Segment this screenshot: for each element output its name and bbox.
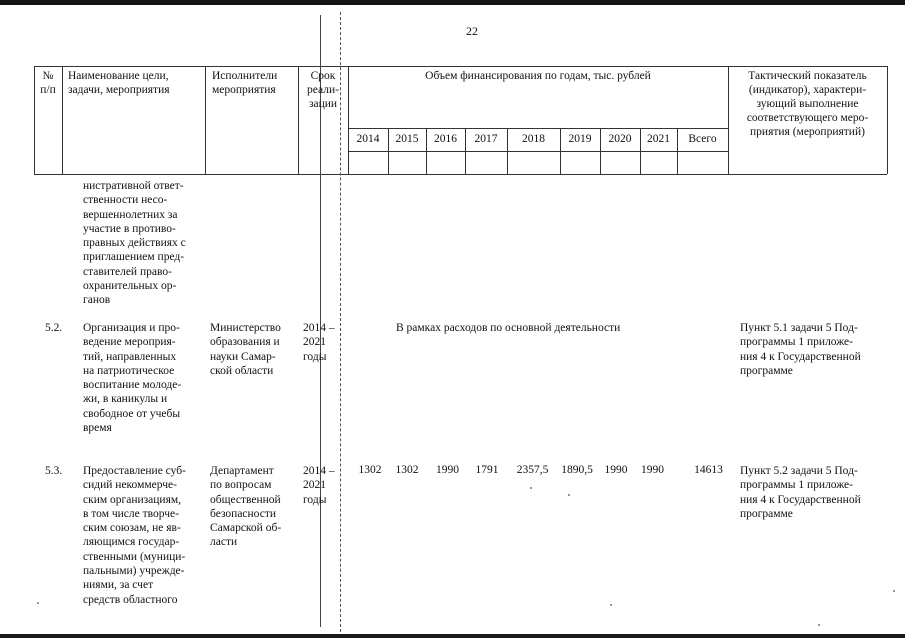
year-total: Всего [688, 133, 717, 145]
row-5-2-executor: Министерство образования и науки Самар- ской области [210, 322, 281, 377]
scan-speck [530, 487, 532, 489]
year-2021: 2021 [647, 133, 670, 145]
row-5-2-number: 5.2. [45, 322, 63, 334]
row-5-3-value-2016: 1990 [436, 464, 459, 476]
scan-speck [610, 604, 612, 606]
row-5-3-term: 2014 – 2021 годы [303, 465, 335, 506]
year-2020: 2020 [608, 133, 632, 145]
scan-speck [893, 590, 895, 592]
scan-speck [818, 624, 820, 626]
row-5-2-funding-note: В рамках расходов по основной деятельности [396, 322, 621, 334]
row-5-3-value-total: 14613 [694, 464, 723, 476]
years-mid-line [348, 151, 728, 152]
row-5-3-number: 5.3. [45, 465, 63, 477]
header-funding: Объем финансирования по годам, тыс. рублей [425, 70, 651, 82]
bottom-border [0, 634, 905, 638]
row-5-3-value-2015: 1302 [395, 464, 419, 476]
row-5-2-term: 2014 – 2021 годы [303, 322, 335, 363]
row-5-3-value-2014: 1302 [358, 464, 382, 476]
year-2017: 2017 [474, 133, 498, 145]
year-2018: 2018 [522, 133, 545, 145]
years-top-line [348, 128, 728, 129]
header-indicator: Тактический показатель (индикатор), характери- зующий выполнение соответствующего меро- приятия (мероприятий) [746, 70, 869, 138]
row-5-3-value-2017: 1791 [475, 464, 499, 476]
scan-speck [568, 494, 570, 496]
col-line [887, 66, 888, 174]
row-5-3-value-2021: 1990 [641, 464, 664, 476]
row-5-3-name: Предоставление суб- сидий некоммерче- ским организациям, в том числе творче- ским союзам, не яв- ляющимся государ- ственными (муници- пальными) учрежде- ниями, за счет средств областного [83, 465, 186, 606]
row-5-3-indicator: Пункт 5.2 задачи 5 Под- программы 1 приложе- ния 4 к Государственной программе [740, 465, 861, 520]
header-name: Наименование цели, задачи, мероприятия [68, 70, 170, 96]
year-2019: 2019 [568, 133, 592, 145]
header-number: № п/п [40, 70, 56, 96]
year-2015: 2015 [395, 133, 419, 145]
header-top-line [34, 66, 887, 67]
scan-speck [37, 602, 39, 604]
row-continuation-name: нистративной ответ- ственности несо- вершеннолетних за участие в противо- правных действиях с приглашением пред- ставителей право- охранительных ор- ганов [83, 180, 186, 307]
row-5-3-value-2018: 2357,5 [516, 464, 549, 476]
row-5-2-name: Организация и про- ведение мероприя- тий, направленных на патриотическое воспитание молоде- жи, в каникулы и свободное от учебы время [83, 322, 182, 435]
row-5-3-executor: Департамент по вопросам общественной безопасности Самарской об- ласти [210, 465, 282, 549]
top-border [0, 0, 905, 5]
header-executor: Исполнители мероприятия [212, 70, 278, 96]
row-5-3-value-2019: 1890,5 [561, 464, 593, 476]
page-number: 22 [466, 24, 478, 38]
row-5-3-value-2020: 1990 [604, 464, 628, 476]
year-2016: 2016 [434, 133, 457, 145]
header-term: Срок реали- зации [307, 70, 339, 110]
year-2014: 2014 [356, 133, 380, 145]
row-5-2-indicator: Пункт 5.1 задачи 5 Под- программы 1 приложе- ния 4 к Государственной программе [740, 322, 861, 377]
header-bottom-line [34, 174, 887, 175]
